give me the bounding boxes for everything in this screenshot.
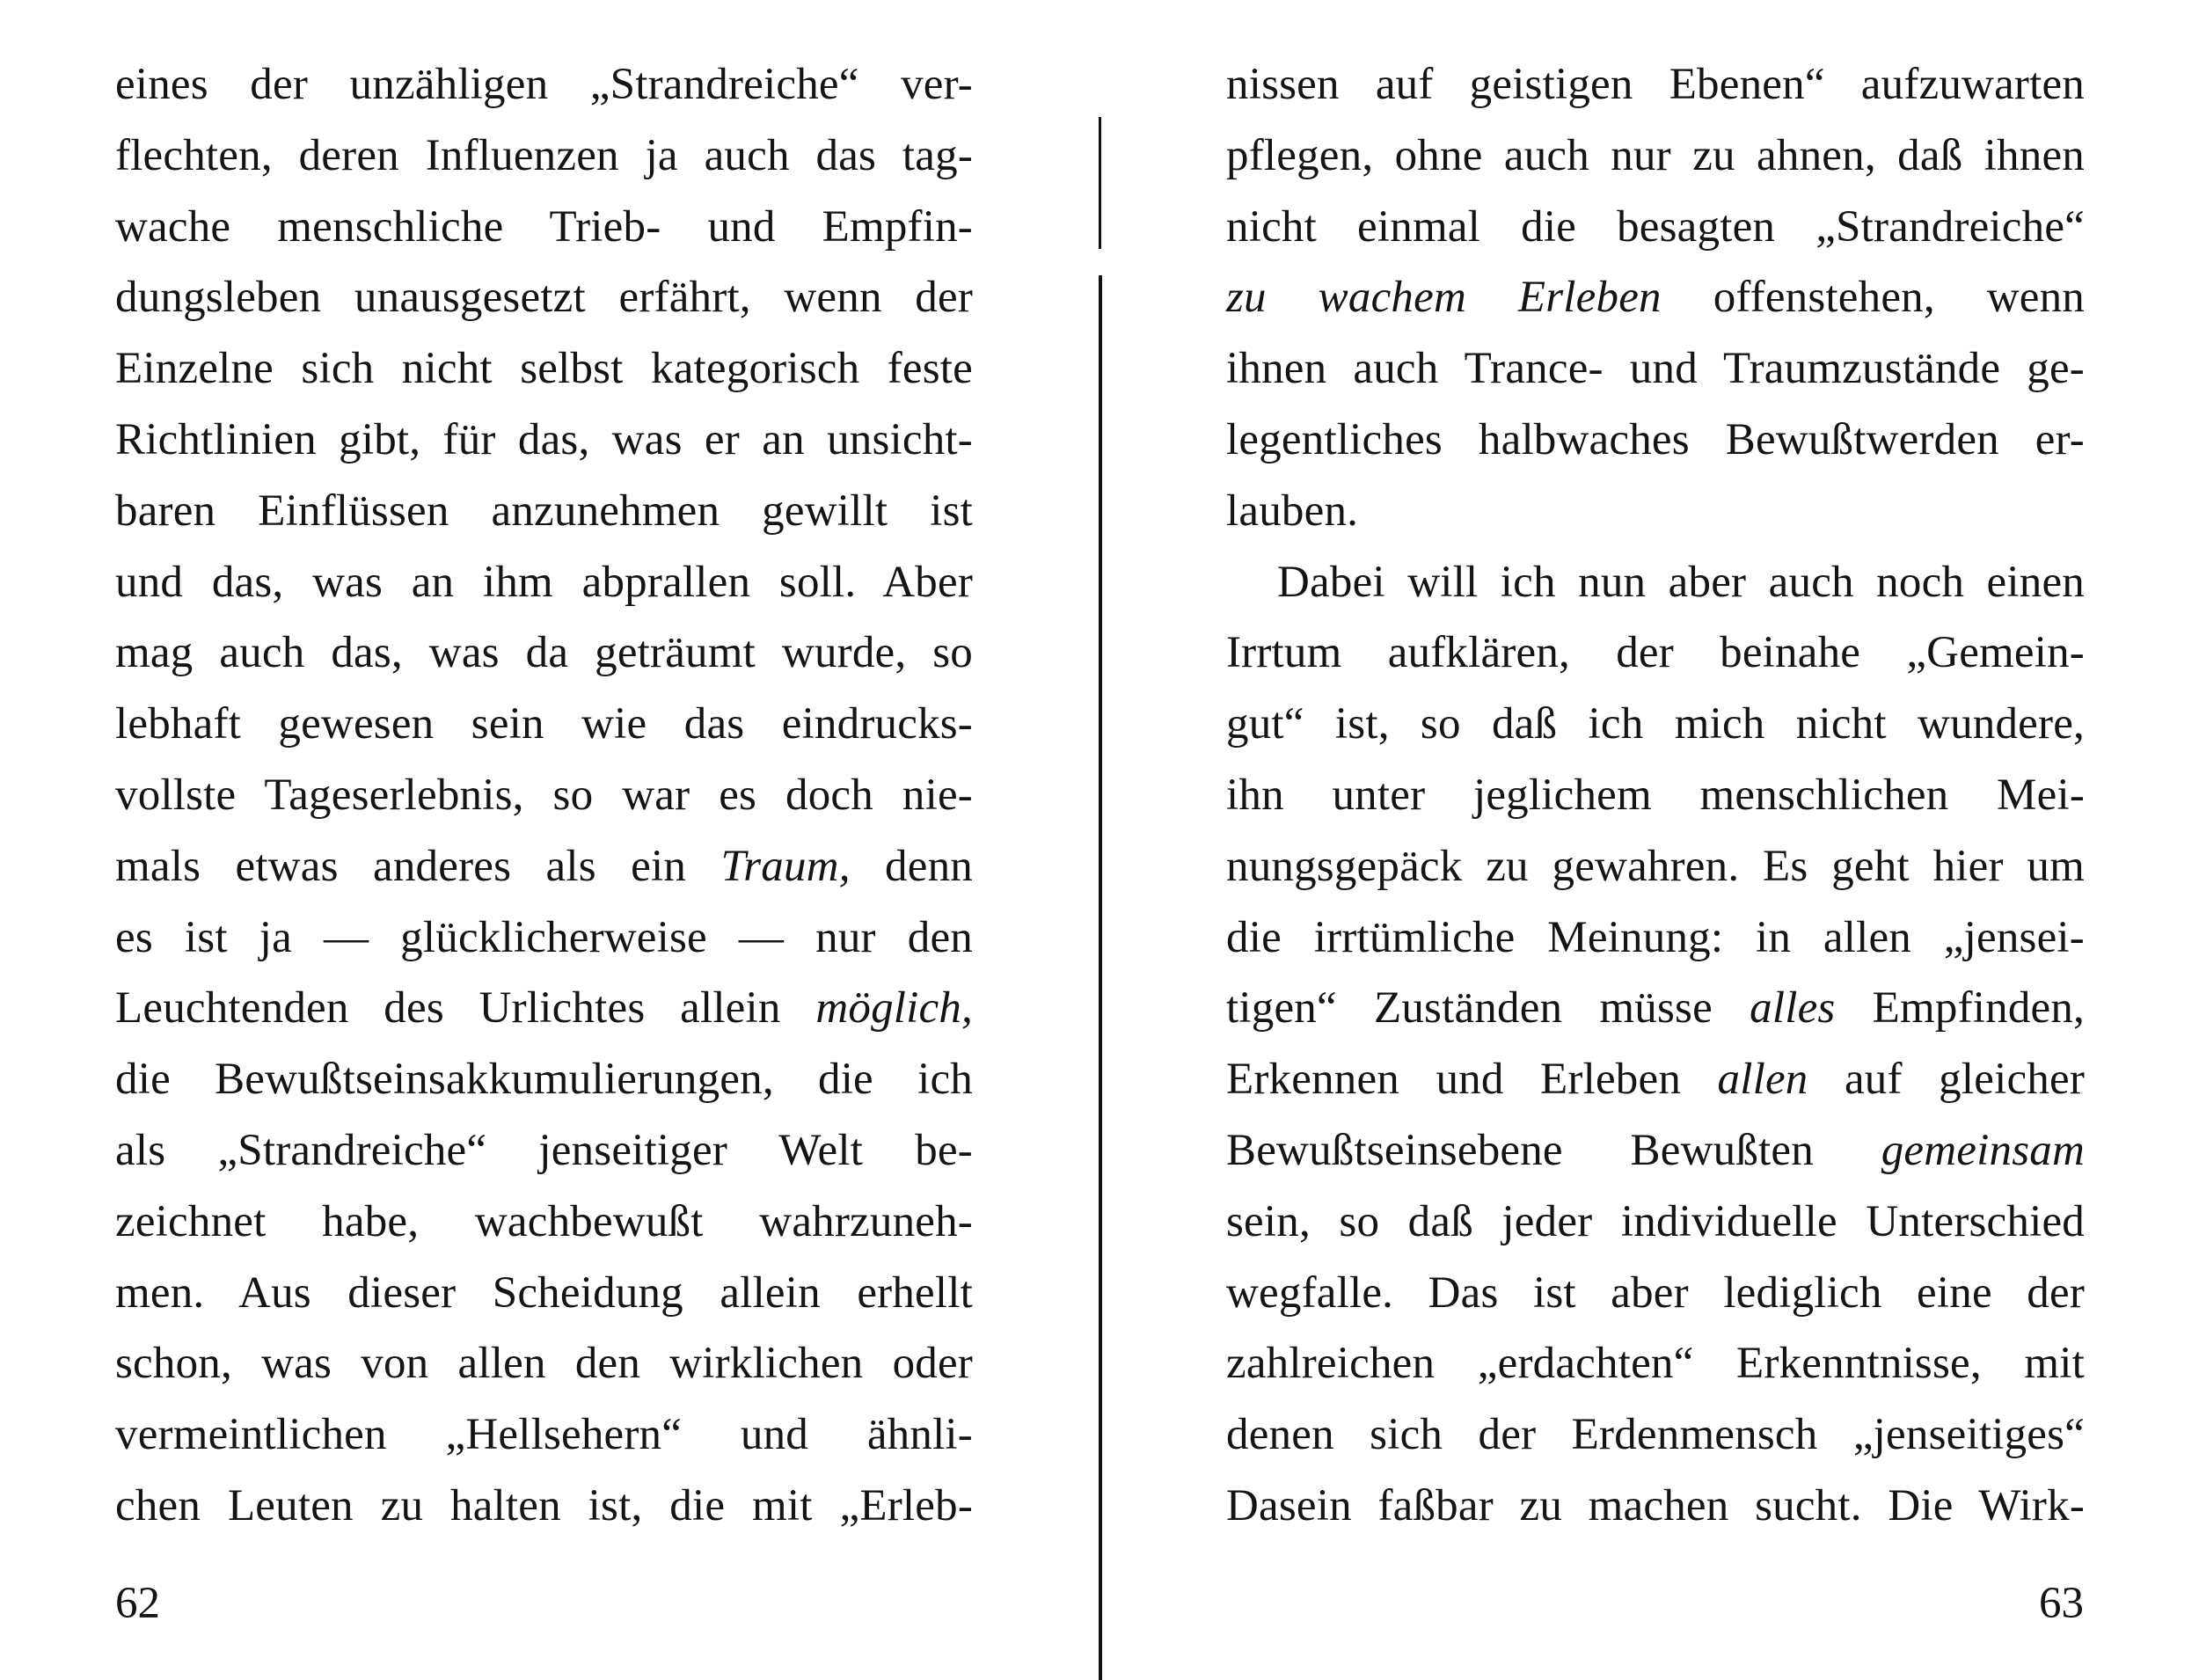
text-line bbox=[1226, 333, 2085, 405]
text-line bbox=[1226, 617, 2085, 689]
text-line bbox=[1226, 476, 2085, 547]
text-line bbox=[1226, 973, 2085, 1044]
text-line bbox=[115, 333, 973, 405]
text-run: zeichnet habe, wachbewußt wahrzuneh- bbox=[115, 1196, 973, 1246]
text-run: wache menschliche Trieb- und Empfin- bbox=[115, 201, 973, 252]
text-run: die Bewußtseinsakkumulierungen, die ich bbox=[115, 1055, 973, 1105]
text-run: eines der unzähligen „Strandreiche“ ver- bbox=[115, 60, 973, 109]
text-run: schon, was von allen den wirklichen oder bbox=[115, 1339, 973, 1389]
text-line bbox=[115, 547, 973, 618]
emphasis-text: alles bbox=[1750, 983, 1836, 1034]
text-run: sein, so daß jeder individuelle Unterschied bbox=[1226, 1196, 2085, 1246]
text-line bbox=[115, 1328, 973, 1399]
text-run: denen sich der Erdenmensch „jenseitiges“ bbox=[1226, 1410, 2085, 1460]
text-run: chen Leuten zu halten ist, die mit „Erleb- bbox=[115, 1480, 973, 1530]
text-run: nissen auf geistigen Ebenen“ aufzuwarten bbox=[1226, 60, 2085, 109]
text-run: ihnen auch Trance- und Traumzustände ge- bbox=[1226, 344, 2085, 394]
text-run: als „Strandreiche“ jenseitiger Welt be- bbox=[115, 1125, 973, 1175]
text-run: Irrtum aufklären, der beinahe „Gemein- bbox=[1226, 628, 2085, 678]
text-run: Bewußtseinsebene Bewußten bbox=[1226, 1125, 1881, 1175]
text-run: lebhaft gewesen sein wie das eindrucks- bbox=[115, 699, 973, 749]
text-run: vermeintlichen „Hellsehern“ und ähnli- bbox=[115, 1410, 973, 1460]
text-run: ihn unter jeglichem menschlichen Mei- bbox=[1226, 770, 2085, 820]
text-run: auf gleicher bbox=[1808, 1055, 2086, 1105]
text-line bbox=[115, 1258, 973, 1329]
text-line bbox=[115, 405, 973, 476]
page-number-left: 62 bbox=[115, 1579, 160, 1628]
text-run: mals etwas anderes als ein bbox=[115, 841, 721, 891]
emphasis-text: möglich, bbox=[815, 983, 973, 1034]
text-line bbox=[115, 689, 973, 760]
text-line bbox=[115, 973, 973, 1044]
text-line bbox=[115, 760, 973, 831]
left-page-text bbox=[115, 49, 973, 1542]
text-line bbox=[1226, 902, 2085, 974]
text-run: offenstehen, wenn bbox=[1661, 273, 2085, 323]
text-run: Erkennen und Erleben bbox=[1226, 1055, 1718, 1105]
text-run: Richtlinien gibt, für das, was er an unsicht- bbox=[115, 414, 973, 464]
text-run: nungsgepäck zu gewahren. Es geht hier um bbox=[1226, 841, 2085, 891]
text-line bbox=[115, 262, 973, 333]
text-line bbox=[115, 831, 973, 902]
text-line bbox=[115, 476, 973, 547]
text-run: denn bbox=[850, 841, 973, 891]
text-line bbox=[115, 49, 973, 121]
text-run: baren Einflüssen anzunehmen gewillt ist bbox=[115, 486, 973, 536]
gutter-line bbox=[1099, 275, 1102, 1680]
text-line bbox=[115, 902, 973, 974]
text-line bbox=[1226, 49, 2085, 121]
emphasis-text: allen bbox=[1717, 1055, 1808, 1105]
text-line bbox=[1226, 547, 2085, 618]
right-page-text bbox=[1226, 49, 2085, 1542]
text-run: vollste Tageserlebnis, so war es doch nie- bbox=[115, 770, 973, 820]
text-run: flechten, deren Influenzen ja auch das tag- bbox=[115, 130, 973, 180]
text-line bbox=[1226, 262, 2085, 333]
text-line bbox=[115, 617, 973, 689]
text-line bbox=[1226, 121, 2085, 192]
text-line bbox=[115, 1471, 973, 1542]
text-run: es ist ja — glücklicherweise — nur den bbox=[115, 912, 973, 962]
emphasis-text: gemeinsam bbox=[1881, 1125, 2085, 1175]
text-line bbox=[115, 1399, 973, 1471]
text-line bbox=[1226, 1258, 2085, 1329]
text-run: Dabei will ich nun aber auch noch einen bbox=[1277, 557, 2085, 607]
text-run: Dasein faßbar zu machen sucht. Die Wirk- bbox=[1226, 1480, 2085, 1530]
text-line bbox=[115, 1044, 973, 1115]
text-run: pflegen, ohne auch nur zu ahnen, daß ihnen bbox=[1226, 130, 2085, 180]
text-line bbox=[1226, 192, 2085, 263]
text-run: mag auch das, was da geträumt wurde, so bbox=[115, 628, 973, 678]
text-run: gut“ ist, so daß ich mich nicht wundere, bbox=[1226, 699, 2085, 749]
text-run: legentliches halbwaches Bewußtwerden er- bbox=[1226, 414, 2085, 464]
text-line bbox=[115, 121, 973, 192]
text-line bbox=[1226, 689, 2085, 760]
text-run: dungsleben unausgesetzt erfährt, wenn der bbox=[115, 273, 973, 323]
text-run: zahlreichen „erdachten“ Erkenntnisse, mit bbox=[1226, 1339, 2085, 1389]
text-run: nicht einmal die besagten „Strandreiche“ bbox=[1226, 201, 2085, 252]
text-line bbox=[1226, 405, 2085, 476]
text-line bbox=[1226, 760, 2085, 831]
text-line bbox=[115, 192, 973, 263]
text-run: men. Aus dieser Scheidung allein erhellt bbox=[115, 1267, 973, 1318]
text-line bbox=[1226, 1399, 2085, 1471]
emphasis-text: Traum, bbox=[720, 841, 851, 891]
text-line bbox=[1226, 1044, 2085, 1115]
text-line bbox=[115, 1115, 973, 1187]
text-run: Leuchtenden des Urlichtes allein bbox=[115, 983, 816, 1034]
gutter-line bbox=[1099, 117, 1101, 249]
text-line bbox=[1226, 1115, 2085, 1187]
text-line bbox=[1226, 831, 2085, 902]
page-number-right: 63 bbox=[2039, 1579, 2084, 1628]
text-run: tigen“ Zuständen müsse bbox=[1226, 983, 1750, 1034]
text-run: Empfinden, bbox=[1835, 983, 2086, 1034]
emphasis-text: zu wachem Erleben bbox=[1226, 273, 1662, 323]
text-run: Einzelne sich nicht selbst kategorisch feste bbox=[115, 344, 973, 394]
text-run: die irrtümliche Meinung: in allen „jensei- bbox=[1226, 912, 2085, 962]
text-run: wegfalle. Das ist aber lediglich eine der bbox=[1226, 1267, 2085, 1318]
text-line bbox=[1226, 1471, 2085, 1542]
text-line bbox=[115, 1187, 973, 1258]
text-line bbox=[1226, 1328, 2085, 1399]
text-line bbox=[1226, 1187, 2085, 1258]
text-run: und das, was an ihm abprallen soll. Aber bbox=[115, 557, 973, 607]
text-run: lauben. bbox=[1226, 486, 1359, 536]
